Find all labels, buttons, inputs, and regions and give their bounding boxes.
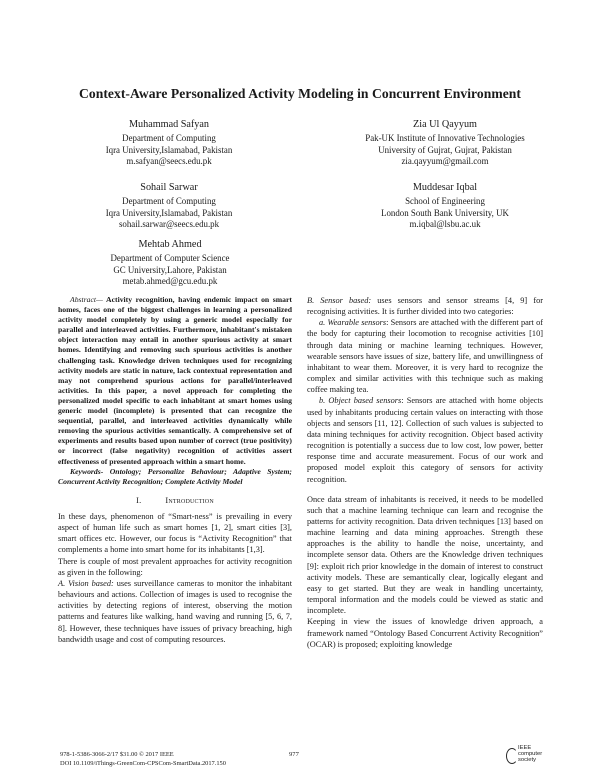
author-department: Department of Computing bbox=[122, 133, 216, 143]
abstract bbox=[58, 295, 292, 467]
section-number: I. bbox=[136, 495, 142, 505]
author-name: Mehtab Ahmed bbox=[138, 239, 202, 250]
body-paragraph bbox=[307, 295, 543, 317]
author-email: sohail.sarwar@seecs.edu.pk bbox=[118, 219, 220, 230]
intro-paragraph bbox=[58, 578, 292, 645]
section-heading bbox=[58, 495, 292, 506]
abstract-lead: Abstract— bbox=[70, 295, 103, 304]
author-block bbox=[70, 238, 270, 288]
author-affiliation: London South Bank University, UK bbox=[381, 207, 509, 218]
wearable-sensors-body: : Sensors are attached with the different part of the body for capturing their locomotion to recognise activities [10] through data mining or machine learning techniques. However, wearable sensors have issues of size, battery life, and unwillingness of inhabitant to wear them. Moreover, it is very hard to recognize the complex and similar activities with this technique such as making coffee making tea. bbox=[307, 318, 543, 395]
author-affiliation: Iqra University,Islamabad, Pakistan bbox=[105, 144, 233, 155]
sensor-based-body: uses sensors and sensor streams [4, 9] for recognising activities. It is further divided into two categories: bbox=[307, 296, 543, 317]
author-name: Muddesar Iqbal bbox=[412, 182, 478, 193]
author-affiliation: University of Gujrat, Gujrat, Pakistan bbox=[378, 144, 512, 155]
section-title: Introduction bbox=[165, 495, 214, 505]
author-email: m.iqbal@lsbu.ac.uk bbox=[409, 219, 481, 230]
author-affiliation: GC University,Lahore, Pakistan bbox=[113, 264, 227, 275]
author-email: m.safyan@seecs.edu.pk bbox=[126, 156, 212, 167]
author-department: Pak-UK Institute of Innovative Technologies bbox=[365, 133, 525, 143]
object-sensors-lead: b. Object based sensors bbox=[319, 396, 402, 406]
page-number: 977 bbox=[289, 751, 299, 758]
keywords: Keywords- Ontology; Personalize Behaviour; Adaptive System; Concurrent Activity Recognition; Complete Activity Model bbox=[58, 466, 292, 486]
object-sensors-body: : Sensors are attached with home objects used by inhabitants producing certain values on interacting with those objects and sensors [11, 12]. Collection of such values is subjected to data mining techniques for activity recognition. Object based activity recognition is potentially a success due to low cost, low power, better response time and accurate measurement. Focus of our work and proposed model exploit this category of sensors for activity recognition. bbox=[307, 396, 543, 484]
body-paragraph: Keeping in view the issues of knowledge driven approach, a framework named “Ontology Based Concurrent Activity Recognition” (OCAR) is proposed; exploiting knowledge bbox=[307, 617, 543, 649]
vision-based-body: uses surveillance cameras to monitor the inhabitant behaviours and actions. Collection of images is used to recognise the activities by detecting regions of interest, observing the motion patterns and features like walking, hand waving and running [5, 6, 7, 8]. However, these techniques have issues of privacy breaching, high bandwidth usage and cost of computing resources. bbox=[58, 578, 293, 644]
footer-citation bbox=[60, 751, 226, 768]
computer-society-logo bbox=[506, 745, 548, 769]
author-name: Muhammad Safyan bbox=[128, 119, 210, 130]
author-affiliation: Iqra University,Islamabad, Pakistan bbox=[105, 207, 233, 218]
sensor-based-lead: B. Sensor based: bbox=[307, 296, 372, 305]
author-block bbox=[330, 118, 560, 168]
author-department: Department of Computer Science bbox=[110, 253, 230, 263]
logo-line: computer bbox=[518, 751, 543, 758]
body-paragraph: Once data stream of inhabitants is received, it needs to be modelled such that a machine learning technique can learn and recognise the patterns for activity recognition. Data driven techniques [13] based on machine learning and data mining approaches. Strength these approaches is the ability to handle the noise, uncertainty, and incomplete sensor data. Others are the Knowledge driven techniques [9]: exploit rich prior knowledge in the domain of interest to construct activity models. These are semantically clear, logically elegant and easy to get started. But they are weak in handling uncertainty, temporal information and the models could be viewed as static and incomplete. bbox=[307, 494, 543, 616]
author-department: School of Engineering bbox=[405, 196, 485, 206]
author-email: metab.ahmed@gcu.edu.pk bbox=[122, 276, 218, 287]
logo-line: society bbox=[518, 757, 537, 764]
abstract-body: Activity recognition, having endemic impact on smart homes, faces one of the biggest challenges in learning a personalized activity model completely by using a generic model especially for parallel and interleaved activities. Furthermore, inhabitant's mistaken object interaction may entail in another spurious activity at smart homes. Identifying and removing such spurious activities is another challenging task. Knowledge driven techniques used for recognizing activity models are static in nature, lack contextual representation and may not comprehend spurious actions for parallel/interleaved activities. In this paper, a novel approach for completing the personalized model specific to each inhabitant at smart homes using generic model (incomplete) is presented that can recognize the sequential, parallel, and interleaved activities dynamically while removing the spurious activities semantically. A comprehensive set of experiments and results based upon number of correct (true positivity) or incorrect (false negativity) recognition of activities assert effectiveness of presented approach within a smart home. bbox=[58, 295, 292, 466]
author-block bbox=[330, 181, 560, 231]
author-name: Sohail Sarwar bbox=[140, 182, 198, 193]
author-email: zia.qayyum@gmail.com bbox=[401, 156, 489, 167]
author-block bbox=[79, 118, 259, 168]
logo-line: IEEE bbox=[518, 745, 532, 751]
left-column bbox=[58, 295, 292, 645]
right-column bbox=[307, 295, 543, 650]
logo-text bbox=[518, 745, 542, 764]
wearable-sensors-lead: a. Wearable sensors bbox=[319, 318, 387, 328]
intro-paragraph: There is couple of most prevalent approaches for activity recognition as given in the following: bbox=[58, 556, 292, 577]
body-paragraph bbox=[307, 395, 543, 484]
body-paragraph bbox=[307, 317, 543, 395]
logo-ring-icon bbox=[506, 748, 518, 764]
author-block bbox=[79, 181, 259, 231]
author-name: Zia Ul Qayyum bbox=[413, 119, 477, 130]
footer-doi: DOI 10.1109/iThings-GreenCom-CPSCom-SmartData.2017.150 bbox=[60, 759, 226, 767]
footer-isbn: 978-1-5386-3066-2/17 $31.00 © 2017 IEEE bbox=[60, 751, 174, 758]
paper-title: Context-Aware Personalized Activity Modeling in Concurrent Environment bbox=[79, 86, 521, 101]
vision-based-lead: A. Vision based: bbox=[58, 578, 114, 588]
author-department: Department of Computing bbox=[122, 196, 216, 206]
intro-paragraph: In these days, phenomenon of “Smart-ness” is prevailing in every aspect of human life such as smart homes [1, 2], smart cities [3], smart offices etc. However, our focus is “Activity Recognition” that complements a home into smart home for its inhabitants [1,3]. bbox=[58, 511, 292, 555]
